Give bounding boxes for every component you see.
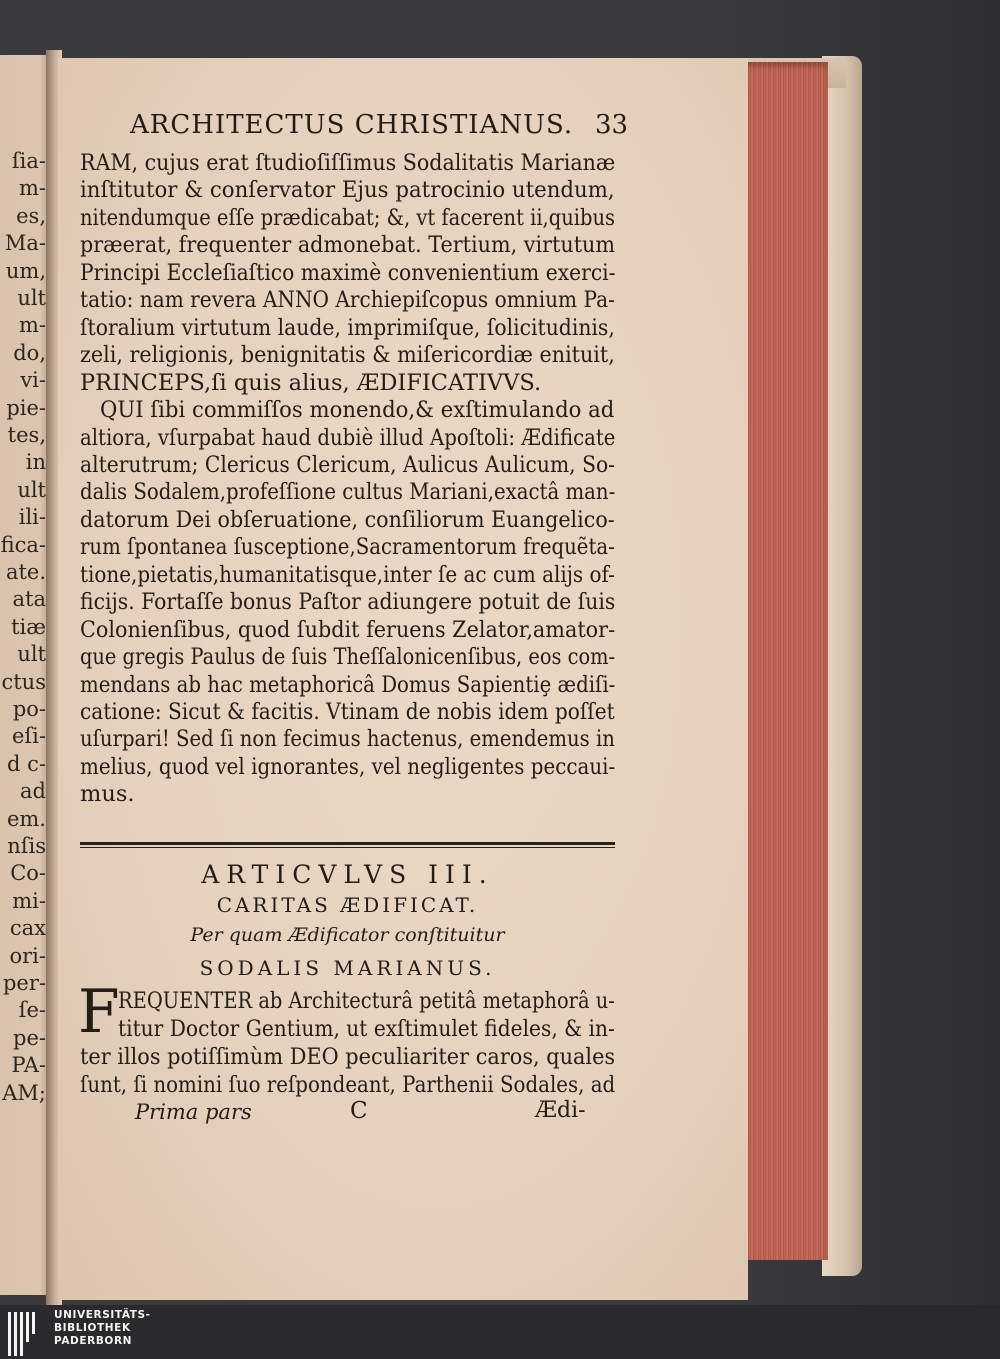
left-page-fragment: ſe-	[18, 998, 46, 1023]
body-line: QUI ſibi commiſſos monendo,& exſtimulando ad	[100, 397, 615, 424]
body-line: Colonienſibus, quod ſubdit feruens Zelator,amator-	[80, 616, 616, 643]
article-subtitle: CARITAS ÆDIFICAT.	[216, 893, 479, 917]
left-page-fragment: ate.	[5, 560, 46, 584]
body-line: tatio: nam revera ANNO Archiepiſcopus omnium Pa-	[80, 287, 615, 314]
body-line: que gregis Paulus de ſuis Theſſalonicenſibus, eos com-	[80, 644, 616, 671]
left-page-fragment: d c-	[7, 751, 46, 776]
page-block-edges	[734, 62, 828, 1260]
left-page-fragment: um,	[5, 258, 46, 283]
left-page-fragment: fica-	[0, 532, 46, 557]
catchword: Ædi-	[535, 1098, 586, 1123]
article-title: ARTICVLVS III.	[201, 860, 494, 889]
body-line: zeli, religionis, benignitatis & miſericordiæ enituit,	[80, 342, 615, 369]
body-line: uſurpari! Sed ſi non fecimus hactenus, emendemus in	[80, 726, 615, 753]
left-page-fragment: m-	[18, 313, 46, 338]
left-page-fragment: pie-	[6, 395, 46, 420]
body-line: datorum Dei obſeruatione, conſiliorum Euangelico-	[80, 506, 615, 533]
left-page-fragment: eſi-	[11, 724, 46, 749]
book-cover-edge	[822, 56, 862, 1276]
library-name-line2: BIBLIOTHEK	[54, 1322, 131, 1334]
section-rule	[80, 842, 615, 845]
left-page-fragment: PA-	[11, 1053, 46, 1078]
left-page-fragment: ult	[17, 286, 46, 310]
left-page-fragment: ad	[20, 779, 46, 804]
paragraph-two-line: ter illos potiſſimùm DEO peculiariter caros, quales	[80, 1044, 616, 1070]
body-line: dalis Sodalem,profeſſione cultus Mariani,exactâ man-	[80, 479, 616, 506]
left-page-fragment: tiæ	[11, 614, 46, 639]
body-line: alterutrum; Clericus Clericum, Aulicus Aulicum, So-	[80, 451, 616, 478]
body-line: ſtoralium virtutum laude, imprimiſque, ſolicitudinis,	[80, 314, 615, 341]
left-page-fragment: Co-	[10, 861, 46, 886]
body-line: mendans ab hac metaphoricâ Domus Sapientiȩ ædiſi-	[80, 671, 616, 698]
left-page-fragment: tes,	[7, 423, 46, 447]
body-line: catione: Sicut & facitis. Vtinam de nobis idem poſſet	[80, 699, 615, 725]
left-page-fragment: ori-	[9, 943, 46, 968]
left-page-fragment: ult	[17, 477, 46, 502]
article-subtitle-italic: Per quam Ædificator conſtituitur	[190, 924, 505, 946]
left-page-fragment: ctus	[1, 669, 46, 694]
body-line: nitendumque eſſe prædicabat; &, vt facerent ii,quibus	[80, 204, 616, 231]
left-page-fragment: m-	[18, 176, 46, 201]
body-line: ficijs. Fortaſſe bonus Paſtor adiungere potuit de ſuis	[80, 589, 616, 616]
running-title: ARCHITECTUS CHRISTIANUS.	[130, 110, 574, 140]
left-page-fragment: AM;	[2, 1080, 46, 1105]
body-line: altiora, vſurpabat haud dubiè illud Apoſtoli: Ædificate	[80, 424, 616, 451]
left-page-fragment: em.	[6, 806, 46, 831]
body-line: tione,pietatis,humanitatisque,inter ſe ac cum alijs of-	[80, 561, 615, 588]
paragraph-two-line: titur Doctor Gentium, ut exſtimulet fideles, & in-	[118, 1016, 615, 1042]
left-page-fragment: vi-	[20, 368, 46, 393]
body-line: Principi Eccleſiaſtico maximè convenientium exerci-	[80, 259, 616, 286]
left-page-fragment: pe-	[13, 1025, 46, 1050]
left-page-fragment: ſia-	[11, 149, 46, 173]
left-page-fragment: ili-	[18, 505, 46, 530]
body-line: rum ſpontanea ſusceptione,Sacramentorum frequẽta-	[80, 534, 615, 561]
body-line: PRINCEPS,ſi quis alius, ÆDIFICATIVVS.	[80, 369, 542, 396]
library-name-line1: UNIVERSITÄTS-	[54, 1309, 151, 1321]
body-line: melius, quod vel ignorantes, vel negligentes peccaui-	[80, 753, 616, 780]
gathering-mark: C	[350, 1098, 368, 1124]
left-page-fragment: do,	[13, 340, 46, 365]
left-page-fragment: es,	[16, 203, 46, 228]
library-name-line3: PADERBORN	[54, 1335, 133, 1347]
left-page-fragment: po-	[12, 697, 46, 721]
left-page-fragment: ult	[17, 642, 46, 667]
article-subtitle-caps: SODALIS MARIANUS.	[199, 956, 496, 980]
left-facing-page	[0, 55, 50, 1295]
left-page-fragment: nſis	[7, 834, 46, 858]
left-page-fragment: mi-	[12, 888, 46, 913]
paragraph-two-line: REQUENTER ab Architecturâ petitâ metaphorâ u-	[118, 988, 615, 1014]
body-line: præerat, frequenter admonebat. Tertium, virtutum	[80, 232, 616, 259]
body-line: mus.	[80, 781, 135, 808]
section-rule-thin	[80, 847, 615, 848]
left-page-fragment: cax	[9, 916, 46, 941]
body-line: RAM, cujus erat ſtudioſiſſimus Sodalitatis Marianæ	[80, 150, 616, 176]
left-page-fragment: in	[25, 450, 46, 475]
paragraph-two-line: ſunt, ſi nomini ſuo reſpondeant, Parthenii Sodales, ad	[80, 1072, 616, 1098]
library-logo-icon	[8, 1312, 48, 1356]
signature-mark: Prima pars	[135, 1100, 252, 1124]
drop-capital: F	[78, 977, 120, 1047]
left-page-fragment: per-	[2, 971, 46, 995]
left-page-fragment: ata	[12, 587, 46, 612]
page-number: 33	[595, 110, 629, 140]
body-line: inſtitutor & conſervator Ejus patrocinio utendum,	[80, 177, 615, 204]
left-page-fragment: Ma-	[4, 231, 46, 256]
